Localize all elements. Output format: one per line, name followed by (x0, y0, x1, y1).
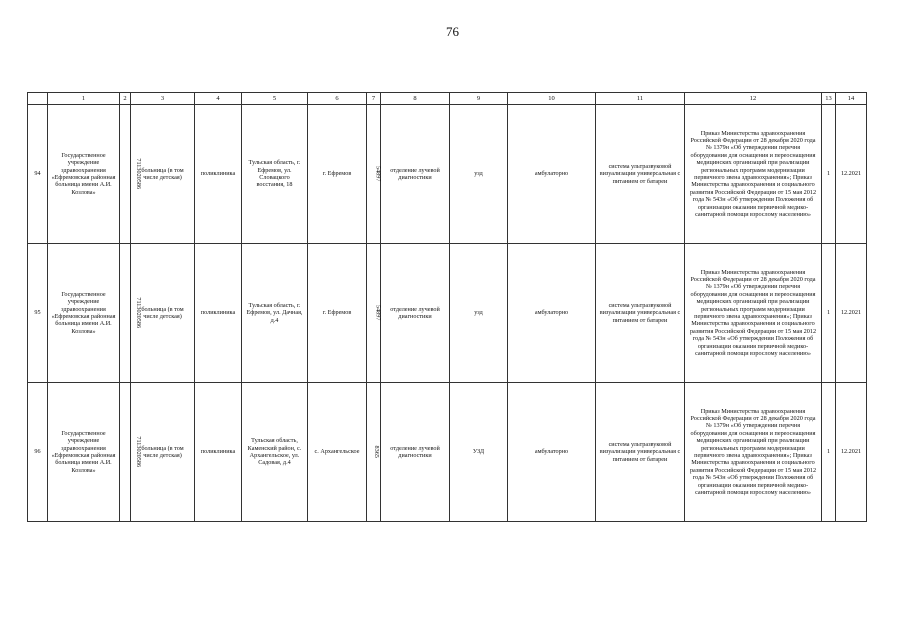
organization-name: Государственное учреждение здравоохранения «Ефремовская районная больница имени А.И. Козлова» (48, 105, 120, 244)
equipment-type: узд (450, 105, 508, 244)
legal-basis: Приказ Министерства здравоохранения Российской Федерации от 28 декабря 2020 года № 1379н «Об утверждении перечня оборудования для оснащения и переоснащения медицинских организаций при реализации региональных программ модернизации первичного звена здравоохранения»; Приказ Министерства здравоохранения и социального развития Российской Федерации от 15 мая 2012 года № 543н «Об утверждении Положения об организации оказания первичной медико-санитарной помощи взрослому населению» (685, 244, 822, 383)
table-row (28, 244, 867, 383)
code-cell (367, 105, 381, 244)
locality: г. Ефремов (308, 244, 367, 383)
care-mode: амбулаторно (508, 105, 596, 244)
row-number: 96 (28, 383, 48, 522)
facility-type: больница (в том числе детская) (131, 244, 195, 383)
department: отделение лучевой диагностики (381, 105, 450, 244)
locality: с. Архангельское (308, 383, 367, 522)
inn-value: 7113020586 (135, 436, 143, 468)
date: 12.2021 (836, 105, 867, 244)
organization-name: Государственное учреждение здравоохранения «Ефремовская районная больница имени А.И. Козлова» (48, 244, 120, 383)
code-cell (367, 383, 381, 522)
inn-value: 7113020586 (135, 158, 143, 190)
table-row (28, 105, 867, 244)
row-number: 94 (28, 105, 48, 244)
facility-type: больница (в том числе детская) (131, 105, 195, 244)
quantity: 1 (822, 383, 836, 522)
device-name: система ультразвуковой визуализации универсальная с питанием от батареи (596, 383, 685, 522)
department: отделение лучевой диагностики (381, 383, 450, 522)
col-header-10: 10 (508, 93, 596, 105)
quantity: 1 (822, 244, 836, 383)
date: 12.2021 (836, 383, 867, 522)
col-header-3: 3 (131, 93, 195, 105)
code-cell (367, 244, 381, 383)
inn-cell (120, 244, 143, 383)
date: 12.2021 (836, 244, 867, 383)
equipment-type: УЗД (450, 383, 508, 522)
inn-cell (120, 105, 143, 244)
code-value: 54897 (374, 305, 382, 321)
col-header-4: 4 (195, 93, 242, 105)
col-header-7: 7 (367, 93, 381, 105)
organization-name: Государственное учреждение здравоохранения «Ефремовская районная больница имени А.И. Козлова» (48, 383, 120, 522)
equipment-table (27, 92, 867, 522)
equipment-type: узд (450, 244, 508, 383)
code-value: 54897 (374, 166, 382, 182)
col-header-2: 2 (120, 93, 131, 105)
col-header-12: 12 (685, 93, 822, 105)
col-header-13: 13 (822, 93, 836, 105)
inn-cell (120, 383, 143, 522)
col-header-1: 1 (48, 93, 120, 105)
unit-name: поликлиника (195, 383, 242, 522)
address: Тульская область, г. Ефремов, ул. Дачная, д.4 (242, 244, 308, 383)
col-header-9: 9 (450, 93, 508, 105)
col-header-14: 14 (836, 93, 867, 105)
department: отделение лучевой диагностики (381, 244, 450, 383)
device-name: система ультразвуковой визуализации универсальная с питанием от батареи (596, 244, 685, 383)
col-header-11: 11 (596, 93, 685, 105)
col-header-6: 6 (308, 93, 367, 105)
column-number-row (28, 93, 867, 105)
page-number: 76 (446, 24, 459, 39)
quantity: 1 (822, 105, 836, 244)
code-value: 8365 (372, 445, 380, 459)
col-header-5: 5 (242, 93, 308, 105)
care-mode: амбулаторно (508, 383, 596, 522)
legal-basis: Приказ Министерства здравоохранения Российской Федерации от 28 декабря 2020 года № 1379н «Об утверждении перечня оборудования для оснащения и переоснащения медицинских организаций при реализации региональных программ модернизации первичного звена здравоохранения»; Приказ Министерства здравоохранения и социального развития Российской Федерации от 15 мая 2012 года № 543н «Об утверждении Положения об организации оказания первичной медико-санитарной помощи взрослому населению» (685, 383, 822, 522)
col-header-8: 8 (381, 93, 450, 105)
unit-name: поликлиника (195, 105, 242, 244)
address: Тульская область, Каменский район, с. Архангельское, ул. Садовая, д.4 (242, 383, 308, 522)
inn-value: 7113020586 (135, 297, 143, 329)
table-row (28, 383, 867, 522)
facility-type: больница (в том числе детская) (131, 383, 195, 522)
locality: г. Ефремов (308, 105, 367, 244)
row-number: 95 (28, 244, 48, 383)
device-name: система ультразвуковой визуализации универсальная с питанием от батареи (596, 105, 685, 244)
care-mode: амбулаторно (508, 244, 596, 383)
address: Тульская область, г. Ефремов, ул. Словацкого восстания, 18 (242, 105, 308, 244)
unit-name: поликлиника (195, 244, 242, 383)
legal-basis: Приказ Министерства здравоохранения Российской Федерации от 28 декабря 2020 года № 1379н «Об утверждении перечня оборудования для оснащения и переоснащения медицинских организаций при реализации региональных программ модернизации первичного звена здравоохранения»; Приказ Министерства здравоохранения и социального развития Российской Федерации от 15 мая 2012 года № 543н «Об утверждении Положения об организации оказания первичной медико-санитарной помощи взрослому населению» (685, 105, 822, 244)
